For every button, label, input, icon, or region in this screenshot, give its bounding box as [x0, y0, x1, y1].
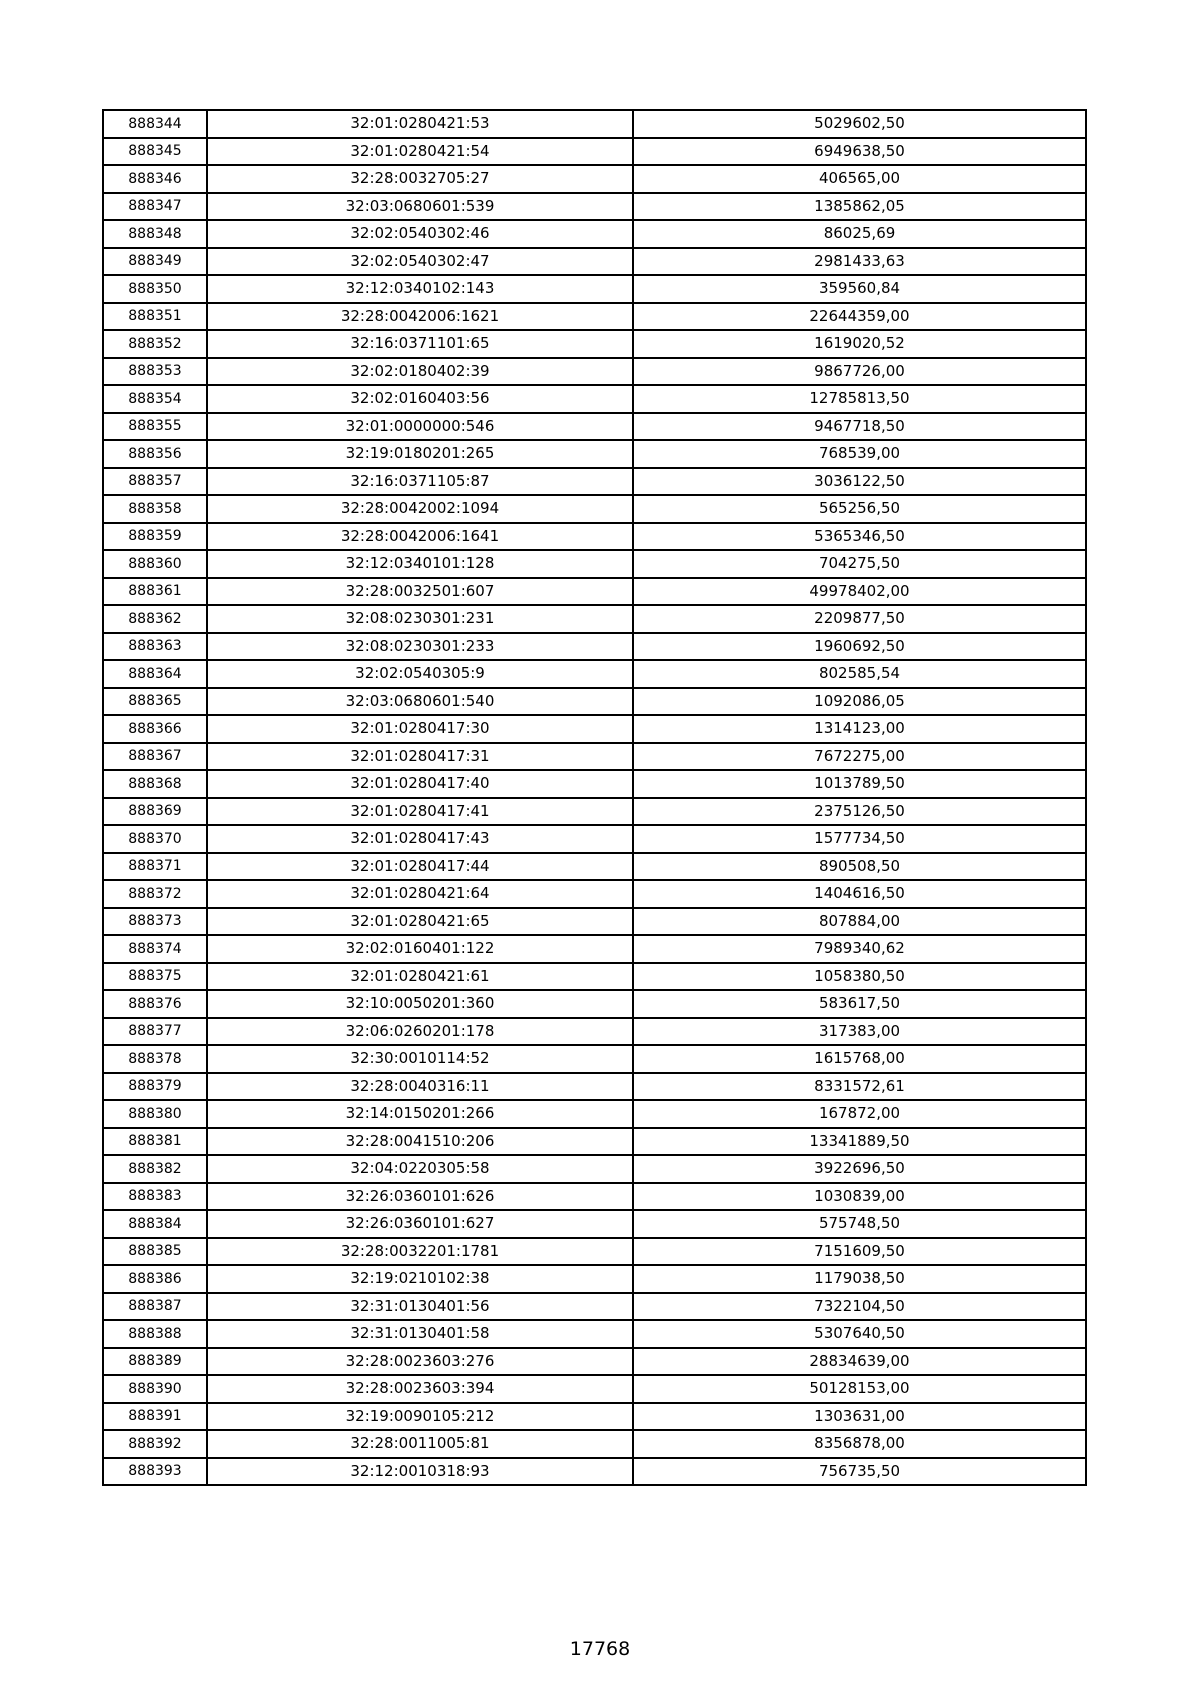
- value-cell: 575748,50: [633, 1210, 1086, 1238]
- data-table: [102, 109, 1087, 1486]
- table-row: [103, 1320, 1086, 1348]
- cadastral-number-cell: 32:02:0540305:9: [207, 660, 633, 688]
- value-cell: 5365346,50: [633, 523, 1086, 551]
- cadastral-number-cell: 32:02:0540302:46: [207, 220, 633, 248]
- value-cell: 1615768,00: [633, 1045, 1086, 1073]
- value-cell: 1404616,50: [633, 880, 1086, 908]
- value-cell: 1960692,50: [633, 633, 1086, 661]
- row-id-cell: 888374: [103, 935, 207, 963]
- value-cell: 406565,00: [633, 165, 1086, 193]
- row-id-cell: 888393: [103, 1458, 207, 1486]
- table-row: [103, 495, 1086, 523]
- value-cell: 1385862,05: [633, 193, 1086, 221]
- table-row: [103, 523, 1086, 551]
- row-id-cell: 888349: [103, 248, 207, 276]
- table-row: [103, 165, 1086, 193]
- value-cell: 9867726,00: [633, 358, 1086, 386]
- table-row: [103, 825, 1086, 853]
- row-id-cell: 888364: [103, 660, 207, 688]
- value-cell: 8356878,00: [633, 1430, 1086, 1458]
- cadastral-number-cell: 32:04:0220305:58: [207, 1155, 633, 1183]
- value-cell: 5029602,50: [633, 110, 1086, 138]
- cadastral-number-cell: 32:28:0032201:1781: [207, 1238, 633, 1266]
- cadastral-number-cell: 32:01:0280417:44: [207, 853, 633, 881]
- table-row: [103, 1073, 1086, 1101]
- value-cell: 2209877,50: [633, 605, 1086, 633]
- cadastral-number-cell: 32:28:0032501:607: [207, 578, 633, 606]
- cadastral-number-cell: 32:12:0010318:93: [207, 1458, 633, 1486]
- row-id-cell: 888368: [103, 770, 207, 798]
- cadastral-number-cell: 32:12:0340102:143: [207, 275, 633, 303]
- table-row: [103, 688, 1086, 716]
- table-body: [103, 110, 1086, 1485]
- row-id-cell: 888371: [103, 853, 207, 881]
- table-row: [103, 248, 1086, 276]
- table-row: [103, 1183, 1086, 1211]
- cadastral-number-cell: 32:01:0280421:65: [207, 908, 633, 936]
- table-row: [103, 385, 1086, 413]
- row-id-cell: 888376: [103, 990, 207, 1018]
- value-cell: 7151609,50: [633, 1238, 1086, 1266]
- table-row: [103, 440, 1086, 468]
- value-cell: 167872,00: [633, 1100, 1086, 1128]
- row-id-cell: 888346: [103, 165, 207, 193]
- row-id-cell: 888390: [103, 1375, 207, 1403]
- cadastral-number-cell: 32:01:0280421:53: [207, 110, 633, 138]
- cadastral-number-cell: 32:01:0280417:31: [207, 743, 633, 771]
- value-cell: 13341889,50: [633, 1128, 1086, 1156]
- table-row: [103, 1238, 1086, 1266]
- row-id-cell: 888357: [103, 468, 207, 496]
- value-cell: 1619020,52: [633, 330, 1086, 358]
- row-id-cell: 888351: [103, 303, 207, 331]
- value-cell: 807884,00: [633, 908, 1086, 936]
- cadastral-number-cell: 32:28:0032705:27: [207, 165, 633, 193]
- row-id-cell: 888373: [103, 908, 207, 936]
- cadastral-number-cell: 32:31:0130401:56: [207, 1293, 633, 1321]
- value-cell: 7672275,00: [633, 743, 1086, 771]
- table-row: [103, 1458, 1086, 1486]
- value-cell: 6949638,50: [633, 138, 1086, 166]
- table-row: [103, 1018, 1086, 1046]
- row-id-cell: 888380: [103, 1100, 207, 1128]
- table-row: [103, 1293, 1086, 1321]
- value-cell: 1179038,50: [633, 1265, 1086, 1293]
- row-id-cell: 888358: [103, 495, 207, 523]
- value-cell: 22644359,00: [633, 303, 1086, 331]
- table-row: [103, 1375, 1086, 1403]
- cadastral-number-cell: 32:01:0280421:64: [207, 880, 633, 908]
- value-cell: 9467718,50: [633, 413, 1086, 441]
- row-id-cell: 888356: [103, 440, 207, 468]
- row-id-cell: 888348: [103, 220, 207, 248]
- table-row: [103, 1348, 1086, 1376]
- cadastral-number-cell: 32:03:0680601:539: [207, 193, 633, 221]
- cadastral-number-cell: 32:28:0041510:206: [207, 1128, 633, 1156]
- cadastral-number-cell: 32:02:0160403:56: [207, 385, 633, 413]
- value-cell: 317383,00: [633, 1018, 1086, 1046]
- row-id-cell: 888352: [103, 330, 207, 358]
- value-cell: 583617,50: [633, 990, 1086, 1018]
- row-id-cell: 888350: [103, 275, 207, 303]
- table-row: [103, 990, 1086, 1018]
- row-id-cell: 888354: [103, 385, 207, 413]
- table-row: [103, 605, 1086, 633]
- value-cell: 3922696,50: [633, 1155, 1086, 1183]
- cadastral-number-cell: 32:28:0042006:1621: [207, 303, 633, 331]
- table-row: [103, 853, 1086, 881]
- row-id-cell: 888360: [103, 550, 207, 578]
- cadastral-number-cell: 32:01:0280417:30: [207, 715, 633, 743]
- row-id-cell: 888372: [103, 880, 207, 908]
- cadastral-number-cell: 32:01:0000000:546: [207, 413, 633, 441]
- table-row: [103, 770, 1086, 798]
- row-id-cell: 888383: [103, 1183, 207, 1211]
- row-id-cell: 888389: [103, 1348, 207, 1376]
- cadastral-number-cell: 32:08:0230301:231: [207, 605, 633, 633]
- cadastral-number-cell: 32:01:0280417:40: [207, 770, 633, 798]
- table-row: [103, 1155, 1086, 1183]
- cadastral-number-cell: 32:02:0540302:47: [207, 248, 633, 276]
- value-cell: 3036122,50: [633, 468, 1086, 496]
- table-row: [103, 220, 1086, 248]
- cadastral-number-cell: 32:19:0090105:212: [207, 1403, 633, 1431]
- cadastral-number-cell: 32:31:0130401:58: [207, 1320, 633, 1348]
- row-id-cell: 888391: [103, 1403, 207, 1431]
- value-cell: 1303631,00: [633, 1403, 1086, 1431]
- cadastral-number-cell: 32:06:0260201:178: [207, 1018, 633, 1046]
- cadastral-number-cell: 32:16:0371105:87: [207, 468, 633, 496]
- table-row: [103, 1128, 1086, 1156]
- cadastral-number-cell: 32:28:0040316:11: [207, 1073, 633, 1101]
- cadastral-number-cell: 32:30:0010114:52: [207, 1045, 633, 1073]
- row-id-cell: 888365: [103, 688, 207, 716]
- table-row: [103, 715, 1086, 743]
- value-cell: 2375126,50: [633, 798, 1086, 826]
- cadastral-number-cell: 32:02:0180402:39: [207, 358, 633, 386]
- table-row: [103, 358, 1086, 386]
- row-id-cell: 888388: [103, 1320, 207, 1348]
- table-row: [103, 275, 1086, 303]
- page-number: 17768: [569, 1638, 631, 1660]
- table-row: [103, 1403, 1086, 1431]
- table-row: [103, 633, 1086, 661]
- value-cell: 1030839,00: [633, 1183, 1086, 1211]
- table-row: [103, 880, 1086, 908]
- table-row: [103, 660, 1086, 688]
- table-row: [103, 1100, 1086, 1128]
- value-cell: 565256,50: [633, 495, 1086, 523]
- row-id-cell: 888375: [103, 963, 207, 991]
- table-row: [103, 138, 1086, 166]
- cadastral-number-cell: 32:19:0180201:265: [207, 440, 633, 468]
- table-row: [103, 303, 1086, 331]
- cadastral-number-cell: 32:28:0011005:81: [207, 1430, 633, 1458]
- table-row: [103, 798, 1086, 826]
- row-id-cell: 888369: [103, 798, 207, 826]
- cadastral-number-cell: 32:01:0280417:43: [207, 825, 633, 853]
- value-cell: 768539,00: [633, 440, 1086, 468]
- row-id-cell: 888361: [103, 578, 207, 606]
- table-row: [103, 1210, 1086, 1238]
- table-row: [103, 468, 1086, 496]
- table-row: [103, 330, 1086, 358]
- table-row: [103, 578, 1086, 606]
- row-id-cell: 888377: [103, 1018, 207, 1046]
- table-row: [103, 413, 1086, 441]
- cadastral-number-cell: 32:01:0280421:61: [207, 963, 633, 991]
- cadastral-number-cell: 32:08:0230301:233: [207, 633, 633, 661]
- row-id-cell: 888362: [103, 605, 207, 633]
- row-id-cell: 888367: [103, 743, 207, 771]
- row-id-cell: 888353: [103, 358, 207, 386]
- value-cell: 756735,50: [633, 1458, 1086, 1486]
- row-id-cell: 888385: [103, 1238, 207, 1266]
- row-id-cell: 888392: [103, 1430, 207, 1458]
- cadastral-number-cell: 32:02:0160401:122: [207, 935, 633, 963]
- row-id-cell: 888363: [103, 633, 207, 661]
- value-cell: 1314123,00: [633, 715, 1086, 743]
- row-id-cell: 888384: [103, 1210, 207, 1238]
- value-cell: 8331572,61: [633, 1073, 1086, 1101]
- row-id-cell: 888381: [103, 1128, 207, 1156]
- value-cell: 7322104,50: [633, 1293, 1086, 1321]
- table-row: [103, 193, 1086, 221]
- table-row: [103, 110, 1086, 138]
- row-id-cell: 888344: [103, 110, 207, 138]
- table-row: [103, 550, 1086, 578]
- table-row: [103, 1045, 1086, 1073]
- cadastral-number-cell: 32:26:0360101:627: [207, 1210, 633, 1238]
- table-row: [103, 1265, 1086, 1293]
- value-cell: 2981433,63: [633, 248, 1086, 276]
- table-row: [103, 963, 1086, 991]
- cadastral-number-cell: 32:10:0050201:360: [207, 990, 633, 1018]
- value-cell: 1577734,50: [633, 825, 1086, 853]
- value-cell: 1058380,50: [633, 963, 1086, 991]
- row-id-cell: 888355: [103, 413, 207, 441]
- table-row: [103, 743, 1086, 771]
- value-cell: 359560,84: [633, 275, 1086, 303]
- table-row: [103, 935, 1086, 963]
- value-cell: 28834639,00: [633, 1348, 1086, 1376]
- row-id-cell: 888378: [103, 1045, 207, 1073]
- cadastral-number-cell: 32:28:0042002:1094: [207, 495, 633, 523]
- cadastral-number-cell: 32:19:0210102:38: [207, 1265, 633, 1293]
- table-row: [103, 1430, 1086, 1458]
- value-cell: 86025,69: [633, 220, 1086, 248]
- value-cell: 50128153,00: [633, 1375, 1086, 1403]
- table-row: [103, 908, 1086, 936]
- row-id-cell: 888387: [103, 1293, 207, 1321]
- row-id-cell: 888359: [103, 523, 207, 551]
- value-cell: 704275,50: [633, 550, 1086, 578]
- value-cell: 890508,50: [633, 853, 1086, 881]
- cadastral-number-cell: 32:28:0042006:1641: [207, 523, 633, 551]
- cadastral-number-cell: 32:03:0680601:540: [207, 688, 633, 716]
- value-cell: 5307640,50: [633, 1320, 1086, 1348]
- cadastral-number-cell: 32:12:0340101:128: [207, 550, 633, 578]
- cadastral-number-cell: 32:01:0280421:54: [207, 138, 633, 166]
- cadastral-number-cell: 32:16:0371101:65: [207, 330, 633, 358]
- cadastral-number-cell: 32:28:0023603:394: [207, 1375, 633, 1403]
- cadastral-number-cell: 32:14:0150201:266: [207, 1100, 633, 1128]
- cadastral-number-cell: 32:28:0023603:276: [207, 1348, 633, 1376]
- cadastral-number-cell: 32:01:0280417:41: [207, 798, 633, 826]
- row-id-cell: 888379: [103, 1073, 207, 1101]
- row-id-cell: 888370: [103, 825, 207, 853]
- value-cell: 1092086,05: [633, 688, 1086, 716]
- value-cell: 1013789,50: [633, 770, 1086, 798]
- value-cell: 12785813,50: [633, 385, 1086, 413]
- value-cell: 49978402,00: [633, 578, 1086, 606]
- row-id-cell: 888347: [103, 193, 207, 221]
- value-cell: 802585,54: [633, 660, 1086, 688]
- row-id-cell: 888345: [103, 138, 207, 166]
- row-id-cell: 888382: [103, 1155, 207, 1183]
- cadastral-number-cell: 32:26:0360101:626: [207, 1183, 633, 1211]
- value-cell: 7989340,62: [633, 935, 1086, 963]
- row-id-cell: 888366: [103, 715, 207, 743]
- row-id-cell: 888386: [103, 1265, 207, 1293]
